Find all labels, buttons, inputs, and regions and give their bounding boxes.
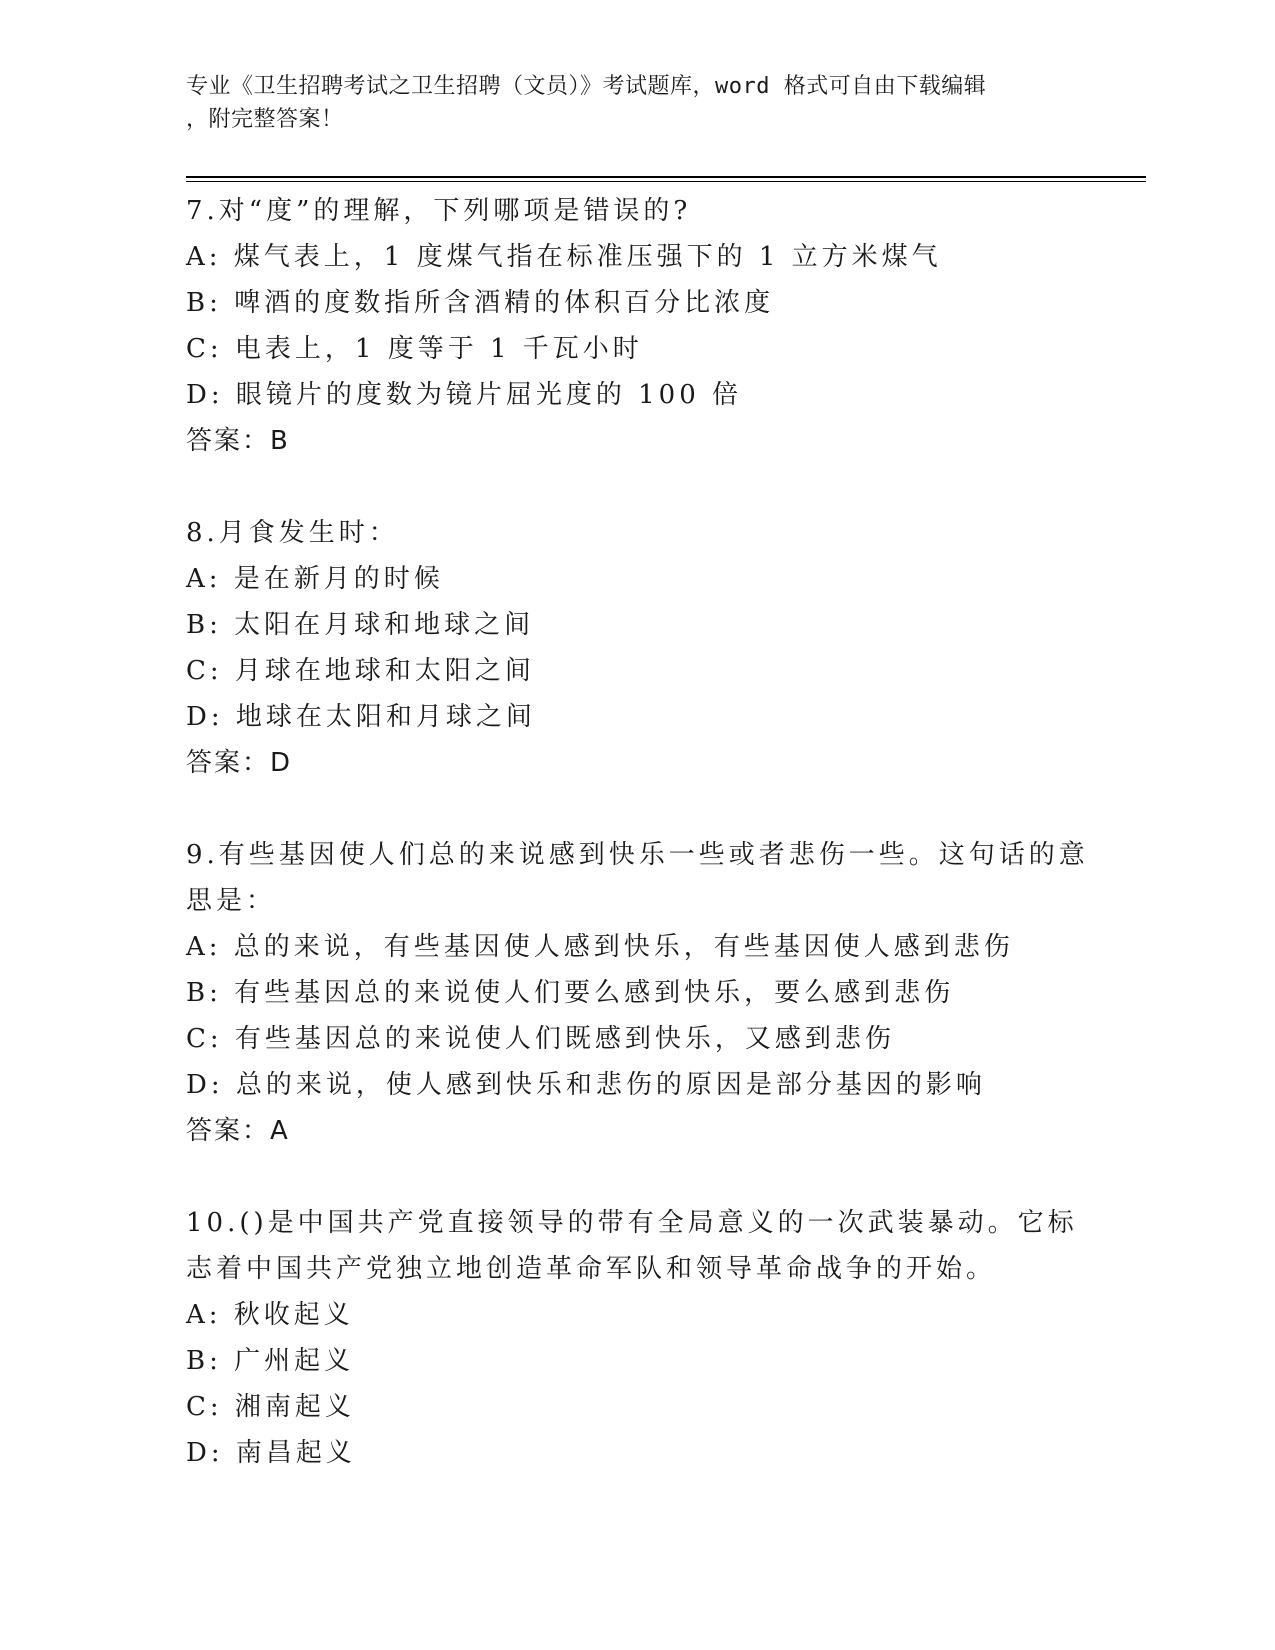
question-8	[186, 510, 1106, 786]
question-stem: 7.对“度”的理解，下列哪项是错误的?	[186, 196, 692, 226]
header-line-2: ，附完整答案！	[186, 107, 344, 132]
option-d: D: 眼镜片的度数为镜片屈光度的 100 倍	[186, 380, 743, 410]
document-header	[186, 70, 1086, 136]
question-list	[186, 188, 1106, 1522]
option-a: A: 总的来说，有些基因使人感到快乐，有些基因使人感到悲伤	[186, 932, 1014, 962]
question-9	[186, 832, 1106, 1154]
question-stem: 9.有些基因使人们总的来说感到快乐一些或者悲伤一些。这句话的意思是：	[186, 840, 1089, 916]
question-7	[186, 188, 1106, 464]
option-c: C: 电表上，1 度等于 1 千瓦小时	[186, 334, 643, 364]
answer-label: 答案：D	[186, 748, 293, 778]
option-b: B: 太阳在月球和地球之间	[186, 610, 535, 640]
answer-label: 答案：B	[186, 426, 290, 456]
option-d: D: 总的来说，使人感到快乐和悲伤的原因是部分基因的影响	[186, 1070, 986, 1100]
question-10	[186, 1200, 1106, 1476]
option-d: D: 地球在太阳和月球之间	[186, 702, 536, 732]
question-stem: 8.月食发生时：	[186, 518, 399, 548]
option-d: D: 南昌起义	[186, 1438, 356, 1468]
option-c: C: 有些基因总的来说使人们既感到快乐，又感到悲伤	[186, 1024, 895, 1054]
option-c: C: 湘南起义	[186, 1392, 355, 1422]
option-b: B: 啤酒的度数指所含酒精的体积百分比浓度	[186, 288, 775, 318]
option-a: A: 煤气表上，1 度煤气指在标准压强下的 1 立方米煤气	[186, 242, 942, 272]
option-a: A: 是在新月的时候	[186, 564, 444, 594]
header-divider	[186, 176, 1146, 182]
option-b: B: 有些基因总的来说使人们要么感到快乐，要么感到悲伤	[186, 978, 955, 1008]
option-b: B: 广州起义	[186, 1346, 355, 1376]
option-c: C: 月球在地球和太阳之间	[186, 656, 535, 686]
option-a: A: 秋收起义	[186, 1300, 354, 1330]
answer-label: 答案：A	[186, 1116, 290, 1146]
question-stem: 10.()是中国共产党直接领导的带有全局意义的一次武装暴动。它标志着中国共产党独立地创造革命军队和领导革命战争的开始。	[186, 1208, 1078, 1284]
header-line-1: 专业《卫生招聘考试之卫生招聘（文员）》考试题库，word 格式可自由下载编辑	[186, 74, 987, 99]
